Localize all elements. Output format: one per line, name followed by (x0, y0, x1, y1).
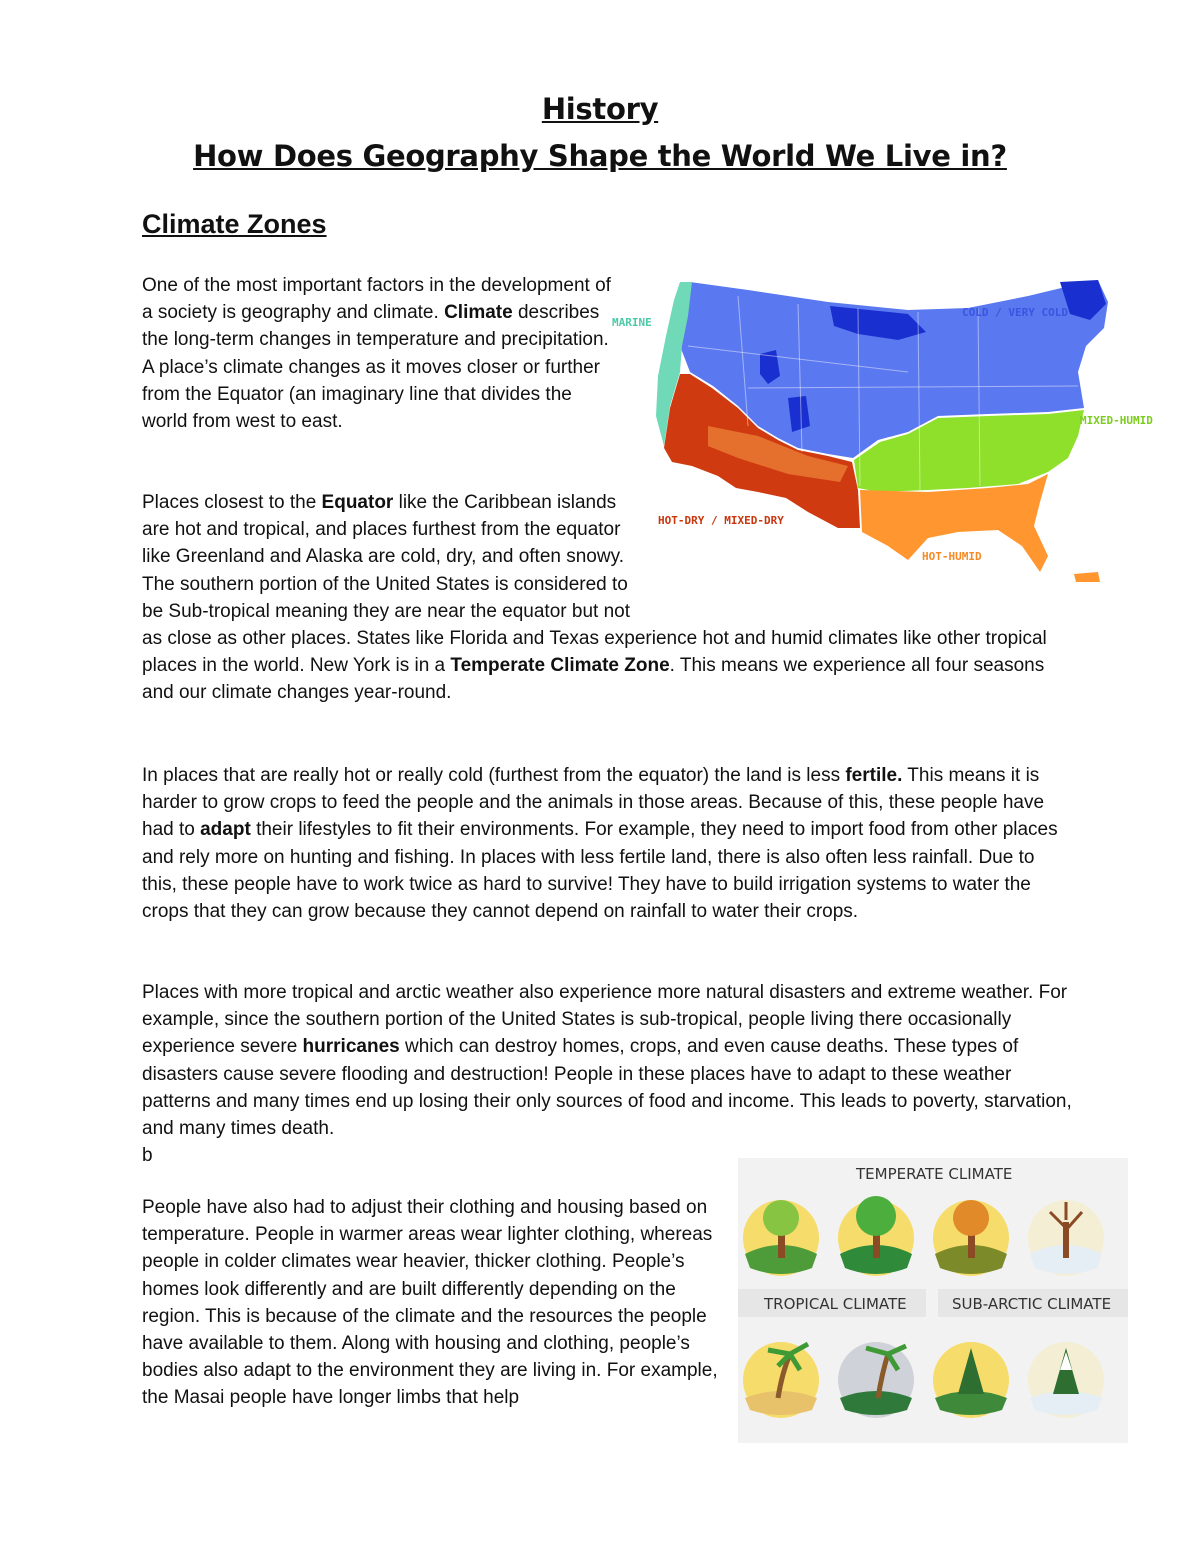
tropical-storm-icon (838, 1342, 914, 1418)
subarctic-summer-icon (933, 1342, 1009, 1418)
label-cold: COLD / VERY COLD (962, 306, 1068, 319)
term-hurricanes: hurricanes (302, 1036, 400, 1058)
subarctic-winter-icon (1028, 1342, 1104, 1418)
page-question-title: How Does Geography Shape the World We Live in? (193, 139, 1007, 173)
label-temperate-climate: TEMPERATE CLIMATE (856, 1165, 1013, 1183)
label-marine: MARINE (612, 316, 652, 329)
temperate-winter-icon (1028, 1200, 1104, 1276)
us-climate-map (608, 276, 1168, 596)
label-subarctic-climate: SUB-ARCTIC CLIMATE (952, 1295, 1112, 1313)
label-hot-dry: HOT-DRY / MIXED-DRY (658, 514, 784, 527)
label-tropical-climate: TROPICAL CLIMATE (764, 1295, 907, 1313)
paragraph-adaptation: People have also had to adjust their clothing and housing based on temperature. People in warmer areas wear lighter clothing, whereas people in colder climates wear heavier, thicker clothing. People’s homes look differently and are built differently depending on the region. This is because of the climate and the resources the people have available to them. Along with housing and clothing, people’s bodies also adapt to the environment they are living in. For example, the Masai people have longer limbs that help (142, 1197, 718, 1409)
stray-letter: b (142, 1145, 153, 1167)
tropical-sunny-icon (743, 1342, 819, 1418)
paragraph-equator: Places closest to the Equator like the Caribbean islands are hot and tropical, and places furthest from the equator like Greenland and Alaska are cold, dry, and often snowy. The southern portion of the United States is considered to be Sub-tropical meaning they are near the equator but not as close as other places. States like Florida and Texas experience hot and humid climates like other tropical places in the world. New York is in a Temperate Climate Zone. This means we experience all four seasons and our climate changes year-round. (142, 489, 1062, 707)
section-heading: Climate Zones (142, 209, 327, 239)
term-equator: Equator (321, 492, 394, 513)
term-fertile: fertile. (845, 765, 903, 786)
term-temperate-zone: Temperate Climate Zone (450, 655, 670, 677)
temperate-autumn-icon (933, 1200, 1009, 1276)
temperate-spring-icon (743, 1200, 819, 1276)
climate-types-illustration (738, 1158, 1128, 1443)
label-hot-humid: HOT-HUMID (922, 550, 982, 563)
paragraph-disasters: Places with more tropical and arctic weather also experience more natural disasters and extreme weather. For example, since the southern portion of the United States is sub-tropical, people living there occasionally experience severe hurricanes which can destroy homes, crops, and even cause deaths. These types of disasters cause severe flooding and destruction! People in these places have to adapt to these weather patterns and many times end up losing their only sources of food and income. This leads to poverty, starvation, and many times death. b (142, 982, 1072, 1167)
subject-title: History (541, 92, 659, 126)
label-mixed-humid: MIXED-HUMID (1080, 414, 1153, 427)
paragraph-fertility: In places that are really hot or really cold (furthest from the equator) the land is less fertile. This means it is harder to grow crops to feed the people and the animals in those areas. Because of this, these people have had to adapt their lifestyles to fit their environments. For example, they need to import food from other places and rely more on hunting and fishing. In places with less fertile land, there is also often less rainfall. Due to this, these people have to work twice as hard to survive! They have to build irrigation systems to water the crops that they can grow because they cannot depend on rainfall to water their crops. (142, 765, 1058, 923)
term-adapt: adapt (200, 819, 251, 841)
term-climate: Climate (444, 302, 513, 324)
paragraph-climate-intro: One of the most important factors in the development of a society is geography and climate. Climate describes the long-term changes in temperature and precipitation. A place’s climate changes as it moves closer or further from the Equator (an imaginary line that divides the world from west to east. (142, 275, 611, 433)
